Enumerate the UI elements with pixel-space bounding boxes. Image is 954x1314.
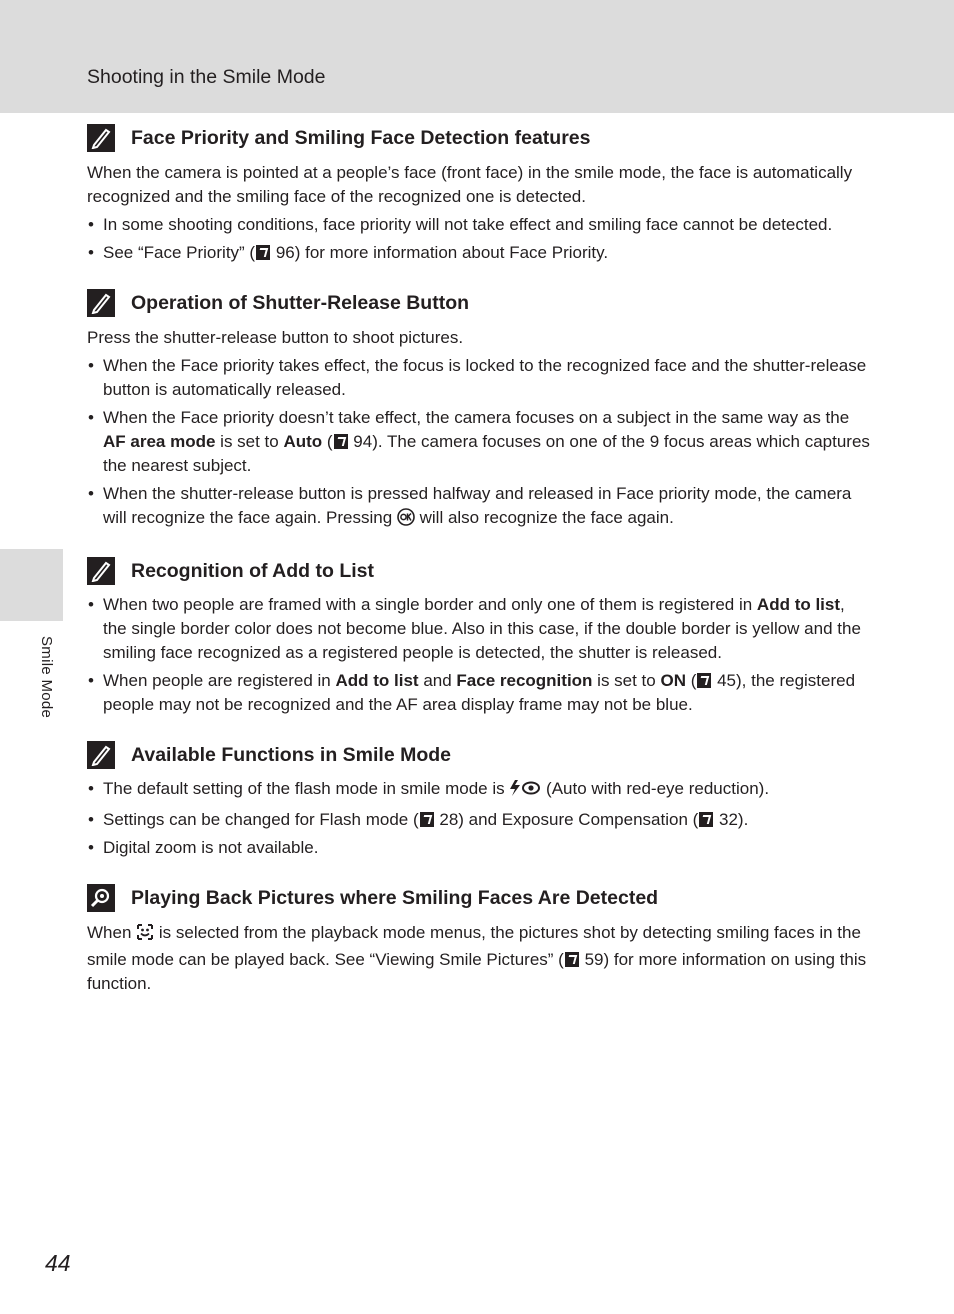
bullet-text: 28) and Exposure Compensation ( <box>434 810 699 829</box>
section-available-functions <box>87 737 872 860</box>
bullet-item <box>87 593 872 665</box>
setting-name: Add to list <box>335 671 419 690</box>
section-title: Available Functions in Smile Mode <box>131 743 451 766</box>
section-playback-smile <box>87 880 872 996</box>
side-tab <box>0 549 63 621</box>
bullet-text: The default setting of the flash mode in smile mode is <box>103 779 510 798</box>
bullet-text: Digital zoom is not available. <box>103 838 319 857</box>
bullet-text: When the shutter-release button is pressed halfway and released in Face priority mode, the camera will recognize the face again. Pressing <box>103 484 852 527</box>
section-shutter-release <box>87 285 872 533</box>
setting-name: Face recognition <box>456 671 593 690</box>
bullet-text: is set to <box>215 432 284 451</box>
note-pencil-icon <box>87 557 115 585</box>
body-text: When <box>87 923 137 942</box>
page-reference-icon <box>565 952 579 967</box>
side-tab-label: Smile Mode <box>38 636 55 719</box>
setting-value: Auto <box>283 432 323 451</box>
bullet-text: When the Face priority doesn’t take effect, the camera focuses on a subject in the same way as the <box>103 408 850 427</box>
bullet-text: and <box>418 671 457 690</box>
note-pencil-icon <box>87 289 115 317</box>
section-title: Playing Back Pictures where Smiling Faces Are Detected <box>131 886 659 909</box>
note-pencil-icon <box>87 741 115 769</box>
setting-name: Add to list <box>756 595 841 614</box>
page-reference-icon <box>256 245 270 260</box>
bullet-text: ( <box>322 432 333 451</box>
section-body <box>87 921 872 996</box>
bullet-item <box>87 354 872 402</box>
section-title: Operation of Shutter-Release Button <box>131 291 470 314</box>
bullet-text: When people are registered in <box>103 671 336 690</box>
bullet-text: Settings can be changed for Flash mode ( <box>103 810 419 829</box>
body-text: 59) for more information on using this function. <box>87 950 867 993</box>
running-head: Shooting in the Smile Mode <box>87 66 326 88</box>
section-intro: Press the shutter-release button to shoot pictures. <box>87 328 464 347</box>
page-reference-icon <box>697 673 711 688</box>
section-add-to-list <box>87 553 872 717</box>
setting-name: AF area mode <box>103 432 216 451</box>
bullet-item <box>87 241 872 265</box>
bullet-item <box>87 406 872 478</box>
header-band <box>0 0 954 113</box>
bullet-text: When the Face priority takes effect, the focus is locked to the recognized face and the shutter-release button is automatically released. <box>103 356 867 399</box>
section-face-priority <box>87 120 872 265</box>
page-reference-icon <box>420 812 434 827</box>
section-intro: When the camera is pointed at a people’s face (front face) in the smile mode, the face is automatically recognized and the smiling face of the recognized one is detected. <box>87 163 853 206</box>
bullet-text: 96) for more information about Face Priority. <box>271 243 609 262</box>
smile-face-icon <box>136 923 154 948</box>
bullet-list <box>87 213 872 265</box>
section-heading <box>87 880 872 916</box>
note-pencil-icon <box>87 124 115 152</box>
bullet-text: (Auto with red-eye reduction). <box>541 779 770 798</box>
bullet-text: will also recognize the face again. <box>414 508 674 527</box>
bullet-list <box>87 354 872 533</box>
page-content <box>87 120 872 996</box>
bullet-text: is set to <box>592 671 661 690</box>
bullet-item <box>87 836 872 860</box>
bullet-text: See “Face Priority” ( <box>103 243 256 262</box>
bullet-item <box>87 482 872 533</box>
bullet-text: In some shooting conditions, face priority will not take effect and smiling face cannot be detected. <box>103 215 833 234</box>
bullet-list <box>87 593 872 717</box>
section-title: Recognition of Add to List <box>131 559 374 582</box>
ok-button-icon <box>397 508 415 533</box>
bullet-text: When two people are framed with a single border and only one of them is registered in <box>103 595 757 614</box>
section-heading <box>87 737 872 773</box>
flash-auto-redeye-icon <box>509 779 541 804</box>
bullet-text: 94). The camera focuses on one of the 9 focus areas which captures the nearest subject. <box>103 432 870 475</box>
bullet-text: ( <box>685 671 697 690</box>
page-number: 44 <box>45 1250 71 1276</box>
section-title: Face Priority and Smiling Face Detection features <box>131 126 591 149</box>
bullet-list <box>87 777 872 860</box>
page-reference-icon <box>334 434 348 449</box>
bullet-text: , the single border color does not become blue. Also in this case, if the double border is yellow and the smiling face recognized as a registered people is detected, the shutter is released. <box>103 595 861 662</box>
bullet-text: 32). <box>714 810 749 829</box>
body-text: is selected from the playback mode menus, the pictures shot by detecting smiling faces in the smile mode can be played back. See “Viewing Smile Pictures” ( <box>87 923 861 969</box>
bullet-item <box>87 213 872 237</box>
playback-magnifier-icon <box>87 884 115 912</box>
bullet-item <box>87 808 872 832</box>
bullet-item <box>87 669 872 717</box>
bullet-item <box>87 777 872 804</box>
section-heading <box>87 553 872 589</box>
page-reference-icon <box>699 812 713 827</box>
section-heading <box>87 285 872 321</box>
setting-value: ON <box>660 671 686 690</box>
bullet-text: 45), the registered people may not be recognized and the AF area display frame may not be blue. <box>103 671 856 714</box>
section-heading <box>87 120 872 156</box>
